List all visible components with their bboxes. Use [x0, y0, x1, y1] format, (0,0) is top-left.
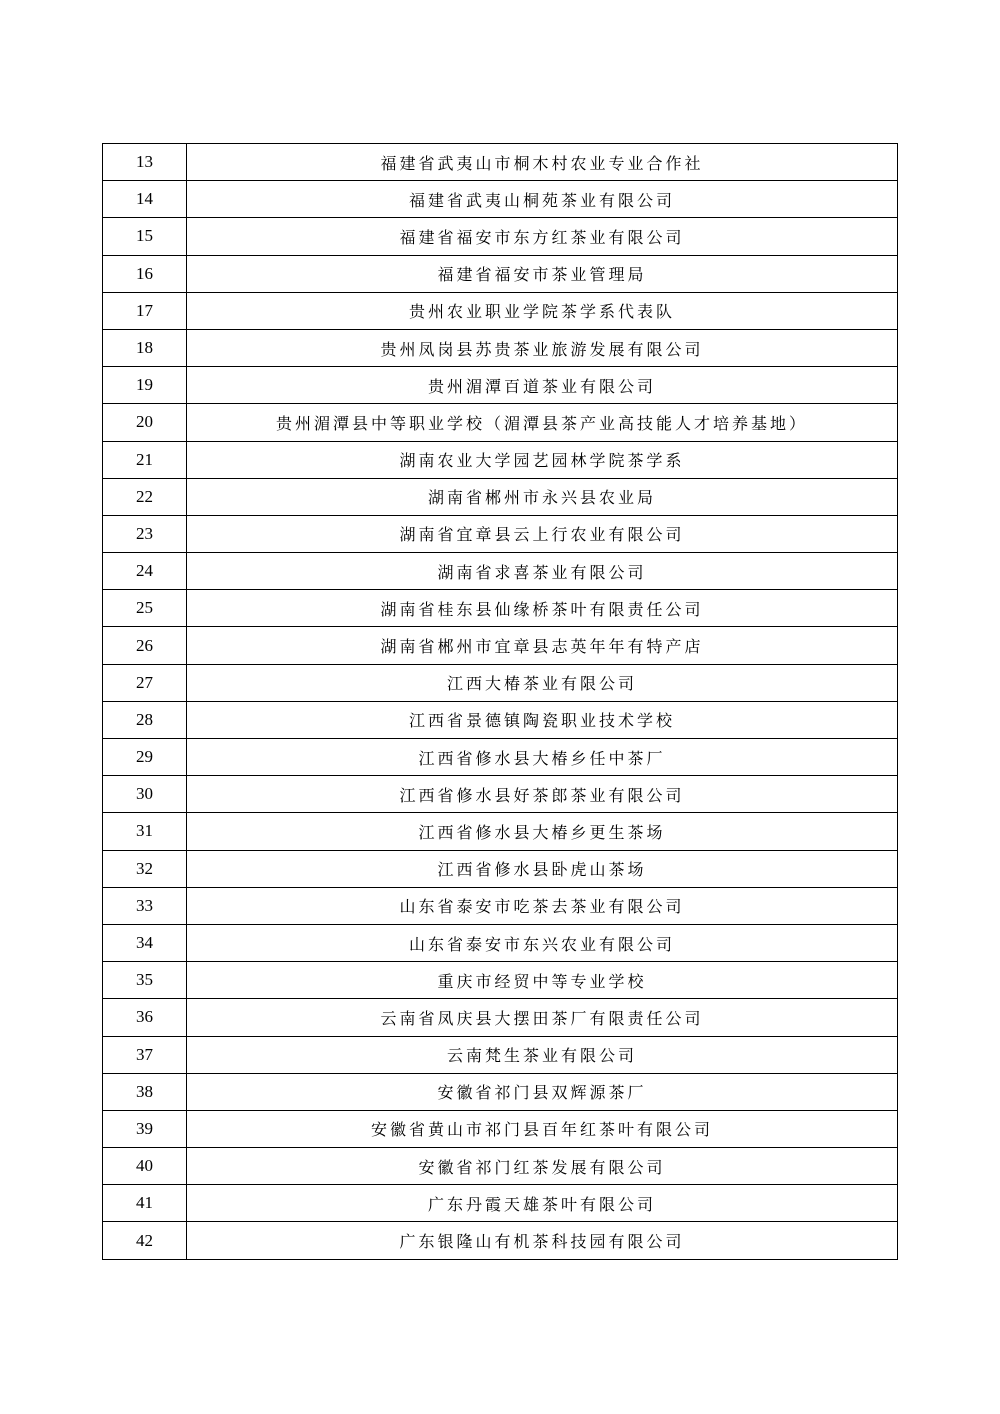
table-row — [103, 1073, 898, 1110]
table-row — [103, 404, 898, 441]
table-row — [103, 292, 898, 329]
organization-name-cell: 福建省福安市东方红茶业有限公司 — [187, 218, 898, 255]
table-row — [103, 1036, 898, 1073]
organization-name-cell: 江西大椿茶业有限公司 — [187, 664, 898, 701]
table-row — [103, 478, 898, 515]
table-row — [103, 181, 898, 218]
organization-name-cell: 福建省武夷山市桐木村农业专业合作社 — [187, 144, 898, 181]
row-number-cell: 32 — [103, 850, 187, 887]
organization-name-cell: 贵州湄潭百道茶业有限公司 — [187, 367, 898, 404]
organization-name-cell: 安徽省黄山市祁门县百年红茶叶有限公司 — [187, 1110, 898, 1147]
organization-name-cell: 山东省泰安市吃茶去茶业有限公司 — [187, 887, 898, 924]
row-number-cell: 27 — [103, 664, 187, 701]
row-number-cell: 29 — [103, 739, 187, 776]
organization-name-cell: 江西省修水县好茶郎茶业有限公司 — [187, 776, 898, 813]
row-number-cell: 31 — [103, 813, 187, 850]
row-number-cell: 40 — [103, 1148, 187, 1185]
table-row — [103, 590, 898, 627]
row-number-cell: 13 — [103, 144, 187, 181]
table-row — [103, 441, 898, 478]
organization-name-cell: 江西省修水县大椿乡更生茶场 — [187, 813, 898, 850]
row-number-cell: 41 — [103, 1185, 187, 1222]
organization-name-cell: 福建省武夷山桐苑茶业有限公司 — [187, 181, 898, 218]
table-row — [103, 218, 898, 255]
organization-name-cell: 湖南省求喜茶业有限公司 — [187, 553, 898, 590]
table-row — [103, 701, 898, 738]
row-number-cell: 36 — [103, 999, 187, 1036]
table-row — [103, 1148, 898, 1185]
table-row — [103, 962, 898, 999]
organization-name-cell: 湖南省郴州市永兴县农业局 — [187, 478, 898, 515]
row-number-cell: 14 — [103, 181, 187, 218]
row-number-cell: 22 — [103, 478, 187, 515]
organization-name-cell: 安徽省祁门县双辉源茶厂 — [187, 1073, 898, 1110]
row-number-cell: 23 — [103, 515, 187, 552]
table-row — [103, 627, 898, 664]
organization-name-cell: 湖南农业大学园艺园林学院茶学系 — [187, 441, 898, 478]
organization-name-cell: 湖南省桂东县仙缘桥茶叶有限责任公司 — [187, 590, 898, 627]
organization-name-cell: 山东省泰安市东兴农业有限公司 — [187, 924, 898, 961]
organization-name-cell: 湖南省郴州市宜章县志英年年有特产店 — [187, 627, 898, 664]
row-number-cell: 42 — [103, 1222, 187, 1259]
row-number-cell: 18 — [103, 329, 187, 366]
row-number-cell: 37 — [103, 1036, 187, 1073]
row-number-cell: 34 — [103, 924, 187, 961]
row-number-cell: 28 — [103, 701, 187, 738]
row-number-cell: 21 — [103, 441, 187, 478]
table-body — [103, 144, 898, 1260]
table-row — [103, 664, 898, 701]
row-number-cell: 30 — [103, 776, 187, 813]
table-row — [103, 553, 898, 590]
organization-name-cell: 贵州湄潭县中等职业学校（湄潭县茶产业高技能人才培养基地） — [187, 404, 898, 441]
row-number-cell: 38 — [103, 1073, 187, 1110]
organization-list-table — [102, 143, 898, 1260]
organization-name-cell: 福建省福安市茶业管理局 — [187, 255, 898, 292]
row-number-cell: 26 — [103, 627, 187, 664]
row-number-cell: 20 — [103, 404, 187, 441]
organization-name-cell: 江西省修水县大椿乡任中茶厂 — [187, 739, 898, 776]
organization-name-cell: 云南梵生茶业有限公司 — [187, 1036, 898, 1073]
table-row — [103, 776, 898, 813]
table-row — [103, 1110, 898, 1147]
table-row — [103, 144, 898, 181]
row-number-cell: 16 — [103, 255, 187, 292]
table-row — [103, 887, 898, 924]
table-row — [103, 255, 898, 292]
organization-name-cell: 江西省修水县卧虎山茶场 — [187, 850, 898, 887]
row-number-cell: 24 — [103, 553, 187, 590]
row-number-cell: 35 — [103, 962, 187, 999]
organization-name-cell: 湖南省宜章县云上行农业有限公司 — [187, 515, 898, 552]
organization-name-cell: 广东银隆山有机茶科技园有限公司 — [187, 1222, 898, 1259]
organization-name-cell: 贵州凤岗县苏贵茶业旅游发展有限公司 — [187, 329, 898, 366]
table-row — [103, 515, 898, 552]
table-row — [103, 1222, 898, 1259]
organization-name-cell: 贵州农业职业学院茶学系代表队 — [187, 292, 898, 329]
row-number-cell: 19 — [103, 367, 187, 404]
table-row — [103, 999, 898, 1036]
row-number-cell: 39 — [103, 1110, 187, 1147]
table-row — [103, 850, 898, 887]
table-row — [103, 924, 898, 961]
table-row — [103, 813, 898, 850]
row-number-cell: 17 — [103, 292, 187, 329]
organization-name-cell: 广东丹霞天雄茶叶有限公司 — [187, 1185, 898, 1222]
row-number-cell: 25 — [103, 590, 187, 627]
organization-name-cell: 云南省凤庆县大摆田茶厂有限责任公司 — [187, 999, 898, 1036]
table-row — [103, 739, 898, 776]
table-row — [103, 367, 898, 404]
table-row — [103, 1185, 898, 1222]
row-number-cell: 15 — [103, 218, 187, 255]
organization-name-cell: 江西省景德镇陶瓷职业技术学校 — [187, 701, 898, 738]
row-number-cell: 33 — [103, 887, 187, 924]
organization-name-cell: 重庆市经贸中等专业学校 — [187, 962, 898, 999]
organization-name-cell: 安徽省祁门红茶发展有限公司 — [187, 1148, 898, 1185]
table-row — [103, 329, 898, 366]
